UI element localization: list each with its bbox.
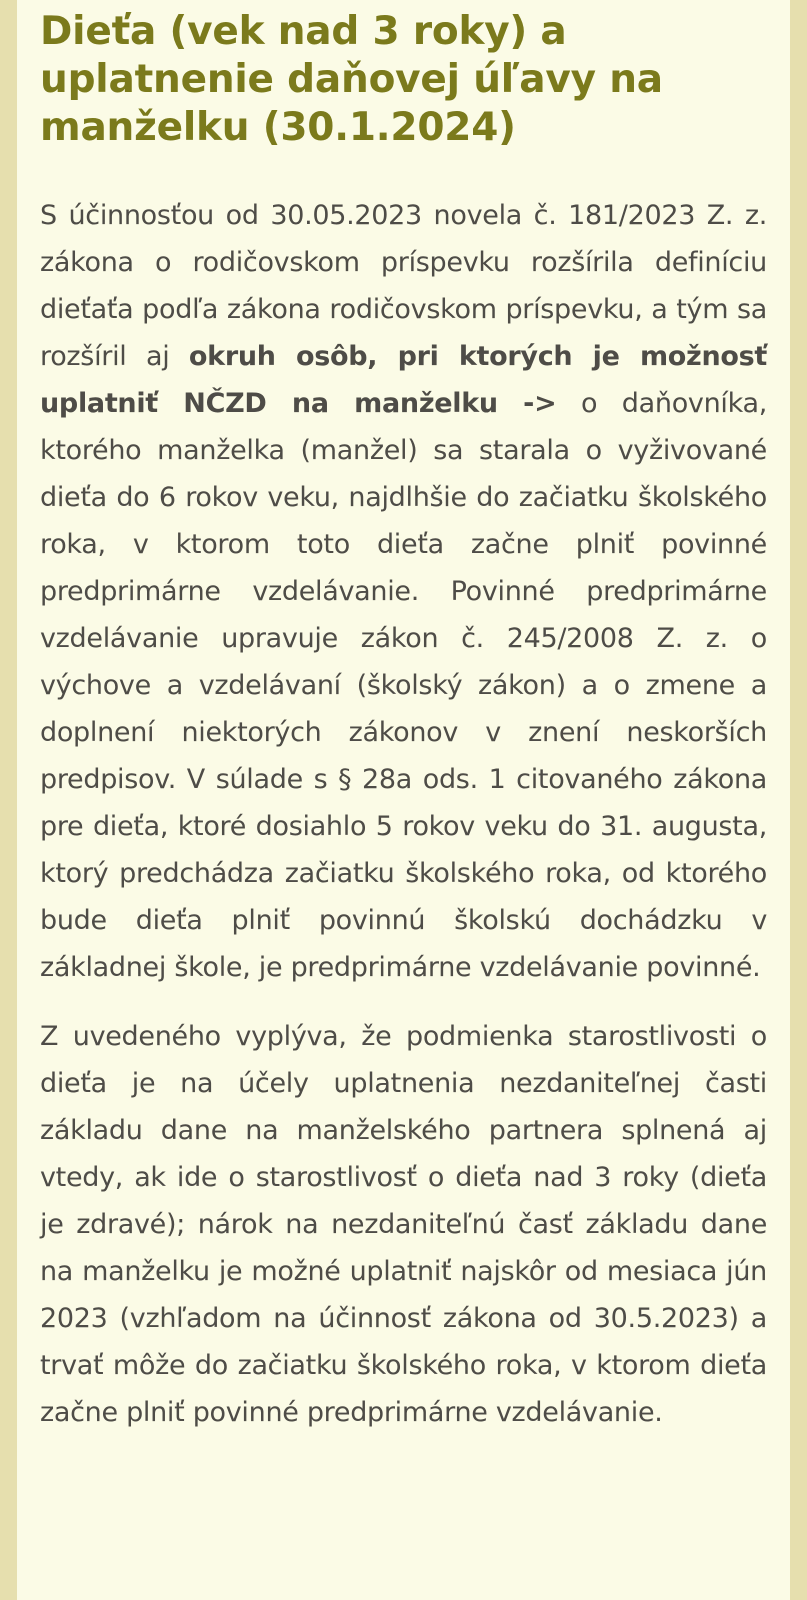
paragraph-1-text-start: S účinnosťou od 30.05.2023 novela č. 181/2023 Z. z. zákona o rodičovskom príspevku rozšírila definíciu dieťaťa podľa zákona rodičovskom príspevku, a tým sa rozšíril aj [40, 200, 767, 372]
article-page [17, 0, 790, 1600]
article-title: Dieťa (vek nad 3 roky) a uplatnenie daňovej úľavy na manželku (30.1.2024) [40, 9, 663, 150]
paragraph-1-bold-text: okruh osôb, pri ktorých je možnosť uplatniť NČZD na manželku -> [40, 341, 767, 419]
article-paragraph-2: Z uvedeného vyplýva, že podmienka starostlivosti o dieťa je na účely uplatnenia nezdaniteľnej časti základu dane na manželského partnera splnená aj vtedy, ak ide o starostlivosť o dieťa nad 3 roky (dieťa je zdravé); nárok na nezdaniteľnú časť základu dane na manželku je možné uplatniť najskôr od mesiaca jún 2023 (vzhľadom na účinnosť zákona od 30.5.2023) a trvať môže do začiatku školského roka, v ktorom dieťa začne plniť povinné predprimárne vzdelávanie. [40, 1021, 767, 1428]
paragraph-1-text-end: o daňovníka, ktorého manželka (manžel) sa starala o vyživované dieťa do 6 rokov veku, najdlhšie do začiatku školského roka, v ktorom toto dieťa začne plniť povinné predprimárne vzdelávanie. Povinné predprimárne vzdelávanie upravuje zákon č. 245/2008 Z. z. o výchove a vzdelávaní (školský zákon) a o zmene a doplnení niektorých zákonov v znení neskorších predpisov. V súlade s § 28a ods. 1 citovaného zákona pre dieťa, ktoré dosiahlo 5 rokov veku do 31. augusta, ktorý predchádza začiatku školského roka, od ktorého bude dieťa plniť povinnú školskú dochádzku v základnej škole, je predprimárne vzdelávanie povinné. [40, 388, 767, 983]
article-paragraph-1 [40, 192, 767, 991]
